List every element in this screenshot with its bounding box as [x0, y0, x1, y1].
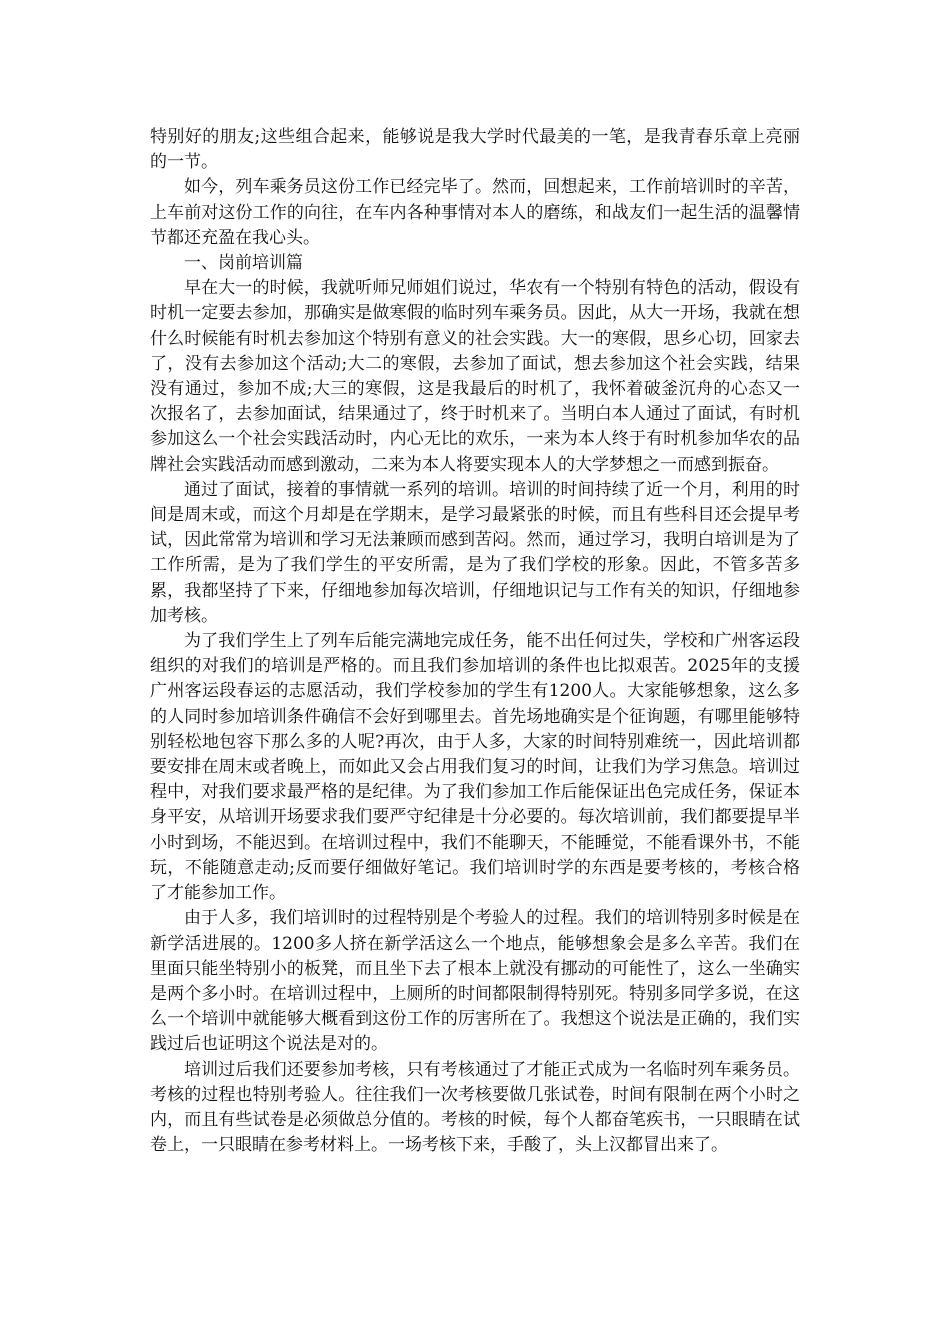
paragraph-3: 早在大一的时候，我就听师兄师姐们说过，华农有一个特别有特色的活动，假设有时机一定要去参加，那确实是做寒假的临时列车乘务员。因此，从大一开场，我就在想什么时候能有时机去参加这个特别有意义的社会实践。大一的寒假，思乡心切，回家去了，没有去参加这个活动;大二的寒假，去参加了面试，想去参加这个社会实践，结果没有通过，参加不成;大三的寒假，这是我最后的时机了，我怀着破釜沉舟的心态又一次报名了，去参加面试，结果通过了，终于时机来了。当明白本人通过了面试，有时机参加这么一个社会实践活动时，内心无比的欢乐，一来为本人终于有时机参加华农的品牌社会实践活动而感到激动，二来为本人将要实现本人的大学梦想之一而感到振奋。	[150, 278, 800, 475]
document-body	[150, 125, 800, 1158]
paragraph-6: 由于人多，我们培训时的过程特别是个考验人的过程。我们的培训特别多时候是在新学活进展的。1200多人挤在新学活这么一个地点，能够想象会是多么辛苦。我们在里面只能坐特别小的板凳，而且坐下去了根本上就没有挪动的可能性了，这么一坐确实是两个多小时。在培训过程中，上厕所的时间都限制得特别死。特别多同学多说，在这么一个培训中就能够大概看到这份工作的厉害所在了。我想这个说法是正确的，我们实践过后也证明这个说法是对的。	[150, 908, 800, 1055]
section-heading: 一、岗前培训篇	[184, 253, 303, 274]
paragraph-5: 为了我们学生上了列车后能完满地完成任务，能不出任何过失，学校和广州客运段组织的对我们的培训是严格的。而且我们参加培训的条件也比拟艰苦。2025年的支援广州客运段春运的志愿活动，我们学校参加的学生有1200人。大家能够想象，这么多的人同时参加培训条件确信不会好到哪里去。首先场地确实是个征询题，有哪里能够特别轻松地包容下那么多的人呢?再次，由于人多，大家的时间特别难统一，因此培训都要安排在周末或者晚上，而如此又会占用我们复习的时间，让我们为学习焦急。培训过程中，对我们要求最严格的是纪律。为了我们参加工作后能保证出色完成任务，保证本身平安，从培训开场要求我们要严守纪律是十分必要的。每次培训前，我们都要提早半小时到场，不能迟到。在培训过程中，我们不能聊天，不能睡觉，不能看课外书，不能玩，不能随意走动;反而要仔细做好笔记。我们培训时学的东西是要考核的，考核合格了才能参加工作。	[150, 631, 800, 904]
paragraph-2: 如今，列车乘务员这份工作已经完毕了。然而，回想起来，工作前培训时的辛苦，上车前对这份工作的向往，在车内各种事情对本人的磨练，和战友们一起生活的温馨情节都还充盈在我心头。	[150, 177, 800, 248]
paragraph-4: 通过了面试，接着的事情就一系列的培训。培训的时间持续了近一个月，利用的时间是周末或，而这个月却是在学期末，是学习最紧张的时候，而且有些科目还会提早考试，因此常常为培训和学习无法兼顾而感到苦闷。然而，通过学习，我明白培训是为了工作所需，是为了我们学生的平安所需，是为了我们学校的形象。因此，不管多苦多累，我都坚持了下来，仔细地参加每次培训，仔细地识记与工作有关的知识，仔细地参加考核。	[150, 479, 800, 626]
paragraph-7: 培训过后我们还要参加考核，只有考核通过了才能正式成为一名临时列车乘务员。考核的过程也特别考验人。往往我们一次考核要做几张试卷，时间有限制在两个小时之内，而且有些试卷是必须做总分值的。考核的时候，每个人都奋笔疾书，一只眼睛在试卷上，一只眼睛在参考材料上。一场考核下来，手酸了，头上汉都冒出来了。	[150, 1059, 800, 1156]
paragraph-1: 特别好的朋友;这些组合起来，能够说是我大学时代最美的一笔，是我青春乐章上亮丽的一节。	[150, 127, 800, 173]
